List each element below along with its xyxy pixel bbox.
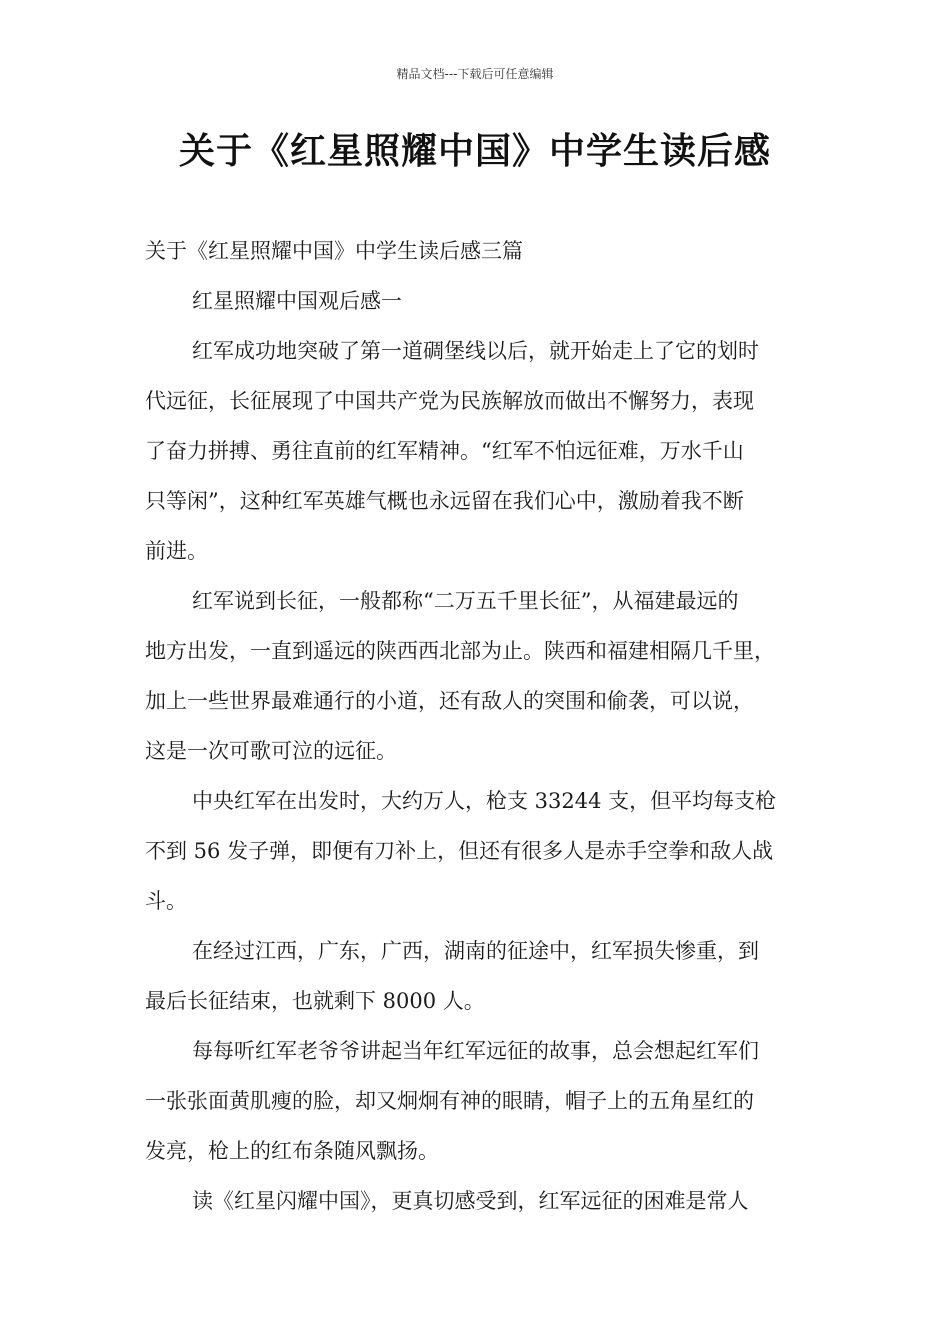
paragraph-line: 这是一次可歌可泣的远征。 [145,739,397,763]
paragraph-line: 在经过江西，广东，广西，湖南的征途中，红军损失惨重，到 [192,939,759,963]
paragraph-line: 发亮，枪上的红布条随风飘扬。 [145,1139,439,1163]
paragraph-line: 加上一些世界最难通行的小道，还有敌人的突围和偷袭，可以说， [145,689,754,713]
paragraph-line: 地方出发，一直到遥远的陕西西北部为止。陕西和福建相隔几千里， [145,639,775,663]
paragraph-line: 每每听红军老爷爷讲起当年红军远征的故事，总会想起红军们 [192,1039,759,1063]
subtitle-line: 关于《红星照耀中国》中学生读后感三篇 [145,239,523,263]
paragraph-line: 读《红星闪耀中国》，更真切感受到，红军远征的困难是常人 [192,1189,749,1213]
paragraph-line: 一张张面黄肌瘦的脸，却又炯炯有神的眼睛，帽子上的五角星红的 [145,1089,754,1113]
paragraph-line: 红军成功地突破了第一道碉堡线以后，就开始走上了它的划时 [192,339,759,363]
paragraph-line: 红军说到长征，一般都称“二万五千里长征”，从福建最远的 [192,589,739,613]
document-title: 关于《红星照耀中国》中学生读后感 [178,131,771,172]
paragraph-line: 了奋力拼搏、勇往直前的红军精神。“红军不怕远征难，万水千山 [145,439,744,463]
paragraph-line: 代远征，长征展现了中国共产党为民族解放而做出不懈努力，表现 [145,389,754,413]
paragraph-line: 斗。 [145,889,187,913]
paragraph-line: 不到 56 发子弹，即便有刀补上，但还有很多人是赤手空拳和敌人战 [145,839,774,863]
paragraph-line: 只等闲”，这种红军英雄气概也永远留在我们心中，激励着我不断 [145,489,744,513]
paragraph-line: 中央红军在出发时，大约万人，枪支 33244 支，但平均每支枪 [192,789,777,813]
paragraph-line: 最后长征结束，也就剩下 8000 人。 [145,989,485,1013]
paragraph-line: 前进。 [145,539,208,563]
document-body [145,226,810,1226]
header-note: 精品文档---下载后可任意编辑 [396,67,554,81]
section-heading: 红星照耀中国观后感一 [192,289,402,313]
